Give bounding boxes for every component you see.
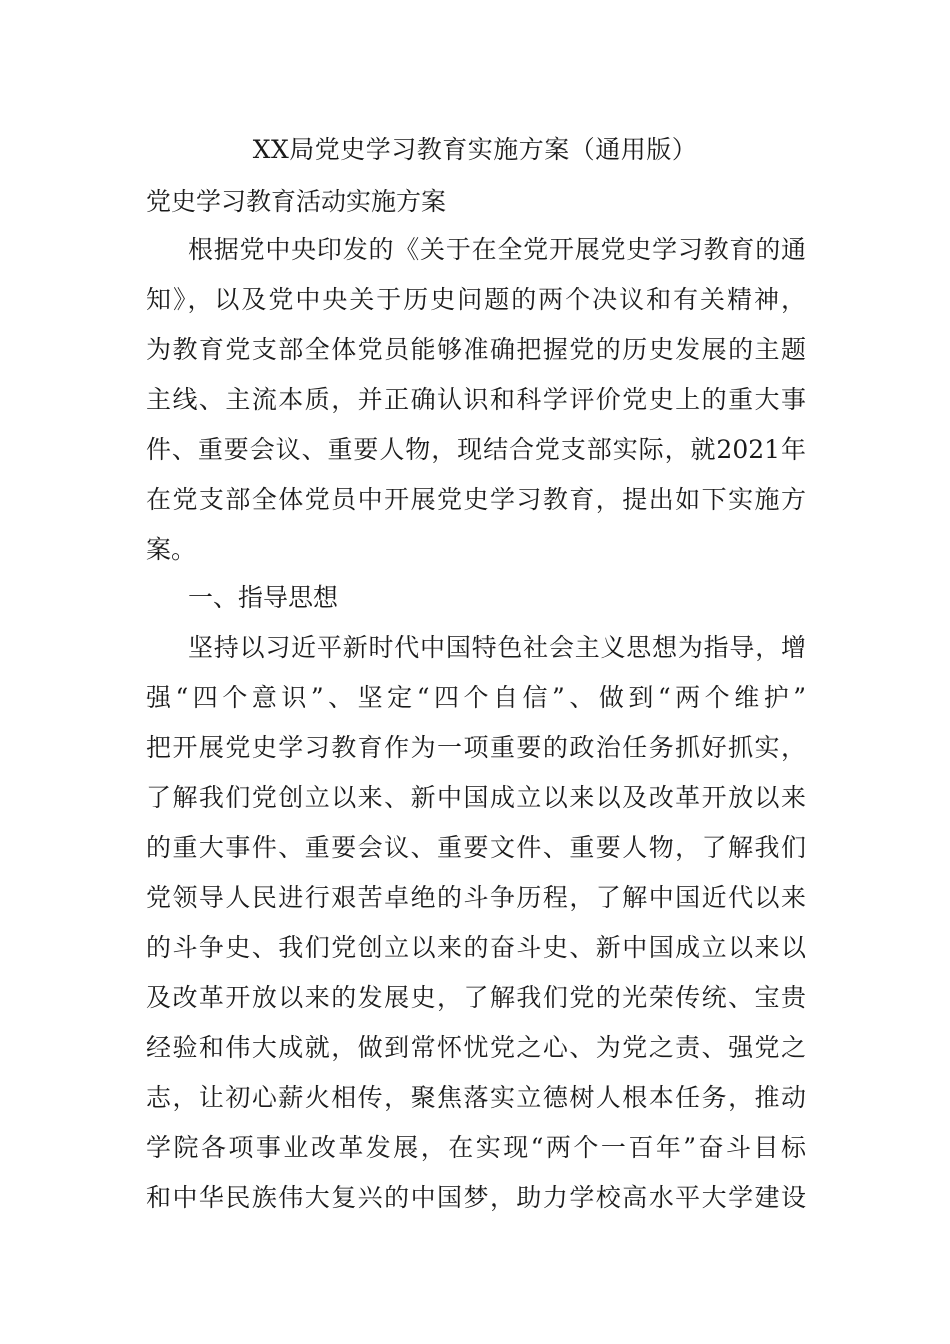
- paragraph-line: 志，让初心薪火相传，聚焦落实立德树人根本任务，推动: [146, 1083, 806, 1112]
- paragraph-line: 件、重要会议、重要人物，现结合党支部实际，就2021年: [146, 435, 806, 464]
- paragraph-line: 党领导人民进行艰苦卓绝的斗争历程，了解中国近代以来: [146, 883, 806, 912]
- paragraph-line: 和中华民族伟大复兴的中国梦，助力学校高水平大学建设: [146, 1183, 806, 1212]
- paragraph-line: 主线、主流本质，并正确认识和科学评价党史上的重大事: [146, 385, 806, 414]
- paragraph-line: 及改革开放以来的发展史，了解我们党的光荣传统、宝贵: [146, 983, 806, 1012]
- paragraph-line: 经验和伟大成就，做到常怀忧党之心、为党之责、强党之: [146, 1033, 806, 1062]
- paragraph-line: 为教育党支部全体党员能够准确把握党的历史发展的主题: [146, 335, 806, 364]
- paragraph-line: 在党支部全体党员中开展党史学习教育，提出如下实施方: [146, 485, 806, 514]
- paragraph-line: 案。: [146, 535, 197, 564]
- paragraph-line: 强“四个意识”、坚定“四个自信”、做到“两个维护”: [146, 683, 806, 712]
- document-title: XX局党史学习教育实施方案（通用版）: [252, 135, 698, 164]
- paragraph-line: 的斗争史、我们党创立以来的奋斗史、新中国成立以来以: [146, 933, 806, 962]
- paragraph-line: 的重大事件、重要会议、重要文件、重要人物，了解我们: [146, 833, 806, 862]
- paragraph-line: 坚持以习近平新时代中国特色社会主义思想为指导，增: [188, 633, 806, 662]
- paragraph-line: 了解我们党创立以来、新中国成立以来以及改革开放以来: [146, 783, 806, 812]
- paragraph-line: 知》，以及党中央关于历史问题的两个决议和有关精神，: [146, 285, 806, 314]
- paragraph-line: 学院各项事业改革发展，在实现“两个一百年”奋斗目标: [146, 1133, 806, 1162]
- paragraph-line: 根据党中央印发的《关于在全党开展党史学习教育的通: [188, 235, 806, 264]
- document-subtitle: 党史学习教育活动实施方案: [146, 187, 447, 216]
- paragraph-line: 把开展党史学习教育作为一项重要的政治任务抓好抓实，: [146, 733, 806, 762]
- section-heading: 一、指导思想: [188, 583, 339, 612]
